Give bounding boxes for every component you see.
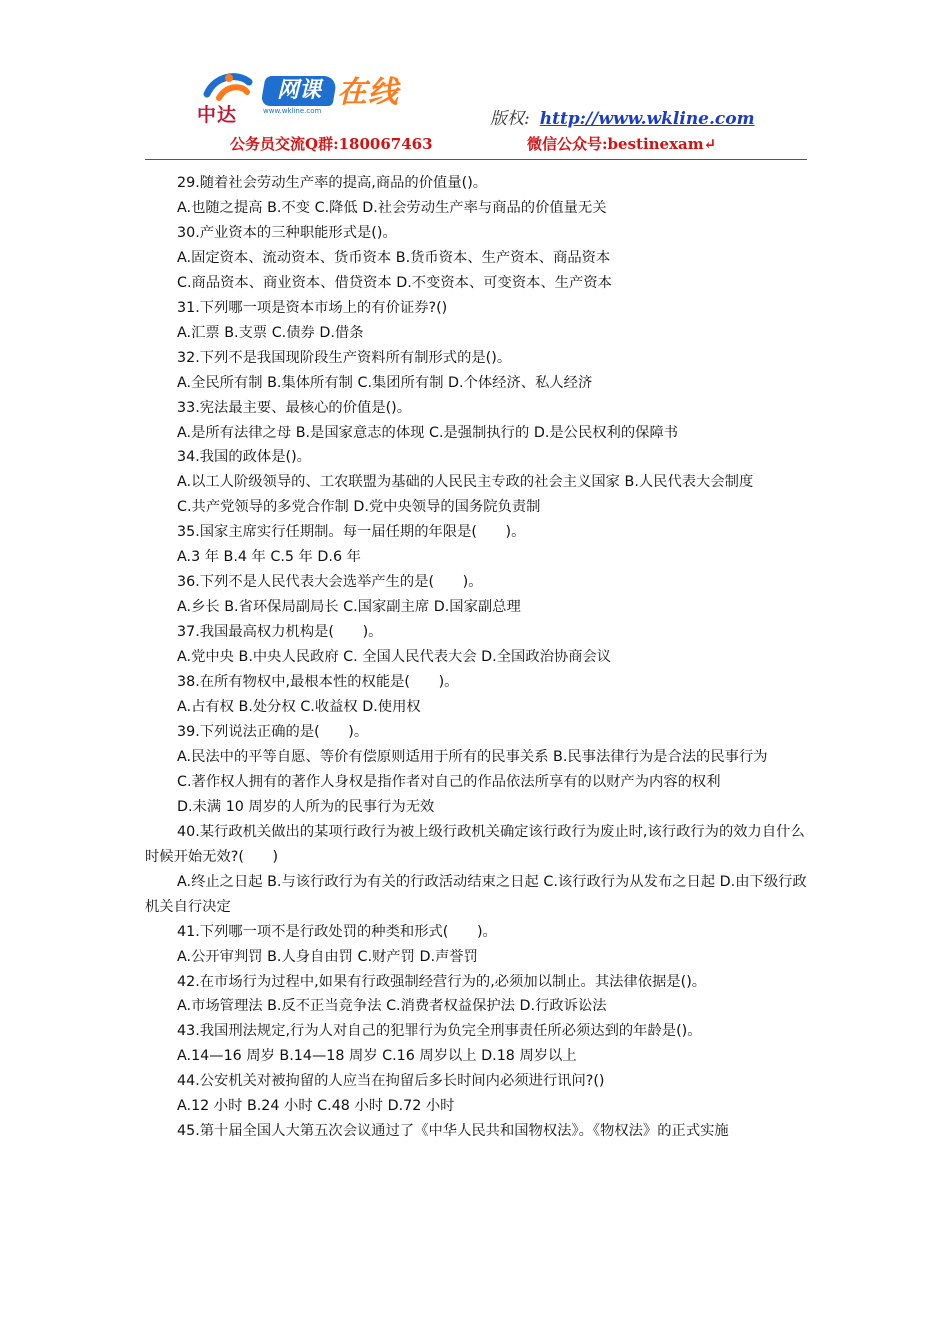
- question-38: 38.在所有物权中,最根本性的权能是( )。: [177, 674, 459, 691]
- question-32: 32.下列不是我国现阶段生产资料所有制形式的是()。: [177, 349, 512, 366]
- qq-group-text: 公务员交流Q群:180067463: [230, 135, 433, 153]
- brand-name: 网课: [276, 78, 321, 103]
- question-31: 31.下列哪一项是资本市场上的有价证券?(): [177, 299, 448, 316]
- options-34-cd: C.共产党领导的多党合作制 D.党中央领导的国务院负责制: [177, 499, 541, 516]
- options-30-ab: A.固定资本、流动资本、货币资本 B.货币资本、生产资本、商品资本: [177, 249, 611, 266]
- options-44: A.12 小时 B.24 小时 C.48 小时 D.72 小时: [177, 1098, 455, 1115]
- options-39-ab: A.民法中的平等自愿、等价有偿原则适用于所有的民事关系 B.民事法律行为是合法的民事行为: [177, 748, 768, 765]
- question-29: 29.随着社会劳动生产率的提高,商品的价值量()。: [177, 175, 488, 191]
- zhongda-logo: [197, 68, 265, 124]
- options-41: A.公开审判罚 B.人身自由罚 C.财产罚 D.声誉罚: [177, 948, 478, 965]
- options-31: A.汇票 B.支票 C.债券 D.借条: [177, 324, 364, 341]
- question-list: [145, 171, 807, 1144]
- question-33: 33.宪法最主要、最核心的价值是()。: [177, 399, 412, 416]
- question-30: 30.产业资本的三种职能形式是()。: [177, 224, 397, 241]
- question-37: 37.我国最高权力机构是( )。: [177, 624, 383, 641]
- question-39: 39.下列说法正确的是( )。: [177, 723, 369, 740]
- copyright-label: 版权:: [490, 109, 530, 129]
- options-42: A.市场管理法 B.反不正当竞争法 C.消费者权益保护法 D.行政诉讼法: [177, 998, 607, 1015]
- options-32: A.全民所有制 B.集体所有制 C.集团所有制 D.个体经济、私人经济: [177, 374, 593, 391]
- question-34: 34.我国的政体是()。: [177, 449, 311, 466]
- copyright-line: [490, 104, 755, 129]
- question-44: 44.公安机关对被拘留的人应当在拘留后多长时间内必须进行讯问?(): [177, 1073, 605, 1090]
- brand-online: 在线: [337, 75, 399, 110]
- options-37: A.党中央 B.中央人民政府 C. 全国人民代表大会 D.全国政治协商会议: [177, 649, 612, 666]
- options-29: A.也随之提高 B.不变 C.降低 D.社会劳动生产率与商品的价值量无关: [177, 199, 607, 216]
- logo-text: 中达: [197, 104, 238, 126]
- options-40: A.终止之日起 B.与该行政行为有关的行政活动结束之日起 C.该行政行为从发布之日起 D.由下级行政机关自行决定: [145, 873, 807, 915]
- options-34-ab: A.以工人阶级领导的、工农联盟为基础的人民民主专政的社会主义国家 B.人民代表大会制度: [177, 474, 754, 491]
- page-header: [145, 60, 807, 162]
- options-36: A.乡长 B.省环保局副局长 C.国家副主席 D.国家副总理: [177, 599, 521, 616]
- options-33: A.是所有法律之母 B.是国家意志的体现 C.是强制执行的 D.是公民权利的保障书: [177, 424, 679, 441]
- question-42: 42.在市场行为过程中,如果有行政强制经营行为的,必须加以制止。其法律依据是()。: [177, 973, 707, 990]
- question-41: 41.下列哪一项不是行政处罚的种类和形式( )。: [177, 923, 497, 940]
- options-35: A.3 年 B.4 年 C.5 年 D.6 年: [177, 549, 361, 566]
- wechat-text: 微信公众号:bestinexam↵: [527, 135, 717, 153]
- options-38: A.占有权 B.处分权 C.收益权 D.使用权: [177, 699, 421, 716]
- options-43: A.14—16 周岁 B.14—18 周岁 C.16 周岁以上 D.18 周岁以上: [177, 1048, 577, 1065]
- options-30-cd: C.商品资本、商业资本、借贷资本 D.不变资本、可变资本、生产资本: [177, 274, 612, 291]
- question-40: 40.某行政机关做出的某项行政行为被上级行政机关确定该行政行为废止时,该行政行为的效力自什么时候开始无效?( ): [145, 823, 805, 865]
- options-39-c: C.著作权人拥有的著作人身权是指作者对自己的作品依法所享有的以财产为内容的权利: [177, 773, 721, 790]
- question-35: 35.国家主席实行任期制。每一届任期的年限是( )。: [177, 524, 526, 541]
- brand-badge: [260, 76, 337, 106]
- brand-url: www.wkline.com: [263, 107, 322, 115]
- options-39-d: D.未满 10 周岁的人所为的民事行为无效: [177, 798, 435, 815]
- question-45: 45.第十届全国人大第五次会议通过了《中华人民共和国物权法》。《物权法》的正式实施: [177, 1123, 729, 1140]
- question-36: 36.下列不是人民代表大会选举产生的是( )。: [177, 574, 483, 591]
- copyright-link[interactable]: http://www.wkline.com: [539, 109, 755, 129]
- header-divider: [145, 159, 807, 160]
- question-43: 43.我国刑法规定,行为人对自己的犯罪行为负完全刑事责任所必须达到的年龄是()。: [177, 1023, 702, 1040]
